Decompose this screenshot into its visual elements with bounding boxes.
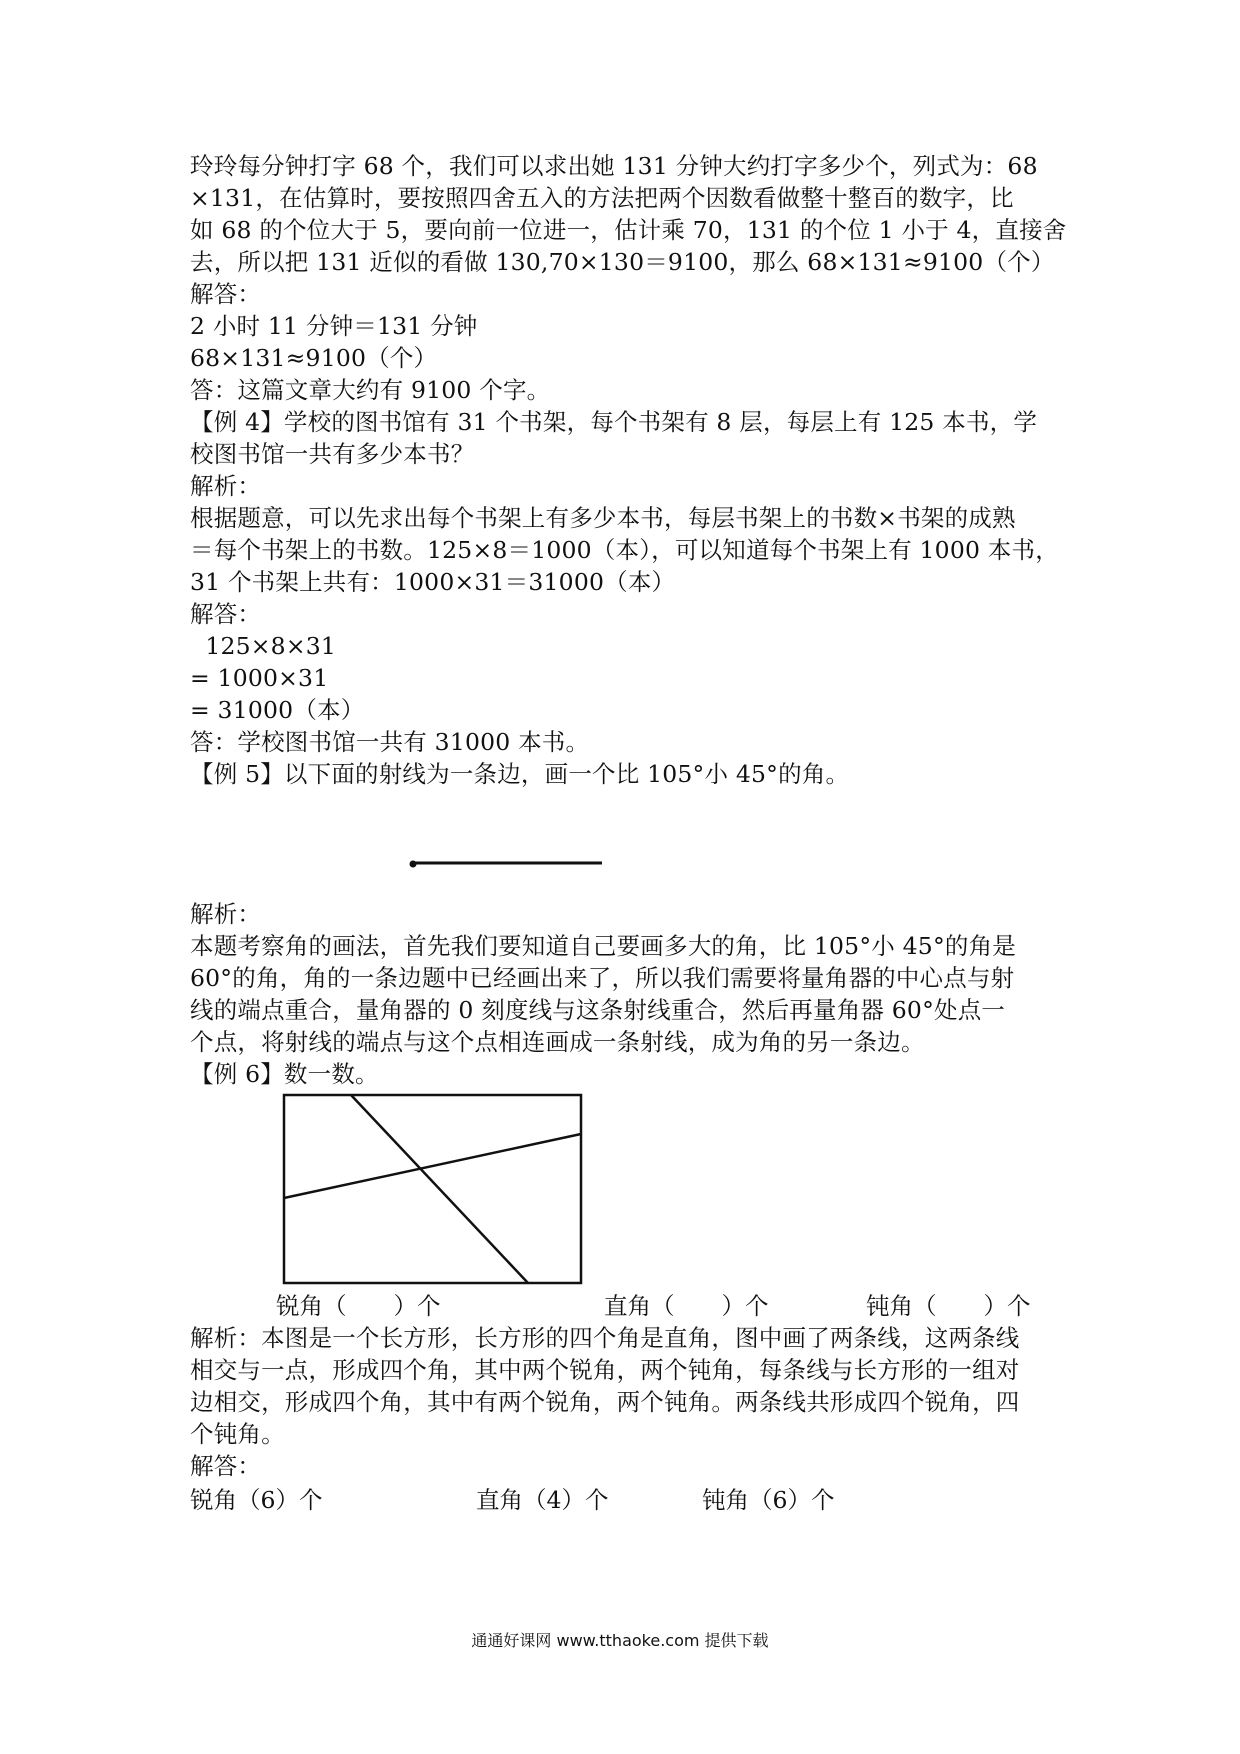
text-line: 边相交，形成四个角，其中有两个锐角，两个钝角。两条线共形成四个锐角，四 [190,1388,1020,1416]
crossing-line [284,1134,581,1198]
text-line: ＝每个书架上的书数。125×8＝1000（本），可以知道每个书架上有 1000 本书， [190,536,1059,564]
answer-right: 直角（4）个 [476,1486,609,1514]
blank-right: 直角（ ）个 [604,1292,769,1320]
text-line: 根据题意，可以先求出每个书架上有多少本书，每层书架上的书数×书架的成熟 [190,504,1016,532]
text-line: ×131，在估算时，要按照四舍五入的方法把两个因数看做整十整百的数字，比 [190,184,1014,212]
text-line: 如 68 的个位大于 5，要向前一位进一，估计乘 70，131 的个位 1 小于 4，直接舍 [190,216,1067,244]
text-line: 线的端点重合，量角器的 0 刻度线与这条射线重合，然后再量角器 60°处点一 [190,996,1006,1024]
text-line: 玲玲每分钟打字 68 个，我们可以求出她 131 分钟大约打字多少个，列式为：68 [190,152,1038,180]
answer-final: 答：这篇文章大约有 9100 个字。 [190,376,551,404]
text-line: 31 个书架上共有：1000×31＝31000（本） [190,568,676,596]
answer-obtuse: 钝角（6）个 [702,1486,835,1514]
example-4-question: 校图书馆一共有多少本书？ [190,440,475,468]
calc-line: 125×8×31 [190,632,337,660]
analysis-label: 解析： [190,900,262,928]
text-line: 相交与一点，形成四个角，其中两个锐角，两个钝角，每条线与长方形的一组对 [190,1356,1020,1384]
text-line: 本题考察角的画法，首先我们要知道自己要画多大的角，比 105°小 45°的角是 [190,932,1016,960]
example-4-question: 【例 4】学校的图书馆有 31 个书架，每个书架有 8 层，每层上有 125 本书，学 [190,408,1038,436]
text-line: 个钝角。 [190,1420,285,1448]
text-line: 去，所以把 131 近似的看做 130,70×130＝9100，那么 68×131≈9100（个） [190,248,1055,276]
text-line: 2 小时 11 分钟＝131 分钟 [190,312,478,340]
ray-endpoint [410,861,417,868]
example-5-question: 【例 5】以下面的射线为一条边，画一个比 105°小 45°的角。 [190,760,850,788]
blank-obtuse: 钝角（ ）个 [866,1292,1031,1320]
answer-label: 解答： [190,280,262,308]
example-6-question: 【例 6】数一数。 [190,1060,379,1088]
calc-line: = 1000×31 [190,664,329,692]
answer-acute: 锐角（6）个 [190,1486,323,1514]
blank-acute: 锐角（ ）个 [276,1292,441,1320]
text-line: 68×131≈9100（个） [190,344,438,372]
analysis-label: 解析： [190,472,262,500]
text-line: 60°的角，角的一条边题中已经画出来了，所以我们需要将量角器的中心点与射 [190,964,1015,992]
text-line: 解析：本图是一个长方形，长方形的四个角是直角，图中画了两条线，这两条线 [190,1324,1020,1352]
footer-credit: 通通好课网 www.tthaoke.com 提供下载 [471,1631,769,1650]
diagonal-line [351,1095,528,1283]
answer-label: 解答： [190,1452,262,1480]
text-line: 个点，将射线的端点与这个点相连画成一条射线，成为角的另一条边。 [190,1028,925,1056]
answer-final: 答：学校图书馆一共有 31000 本书。 [190,728,590,756]
calc-line: = 31000（本） [190,696,365,724]
answer-label: 解答： [190,600,262,628]
